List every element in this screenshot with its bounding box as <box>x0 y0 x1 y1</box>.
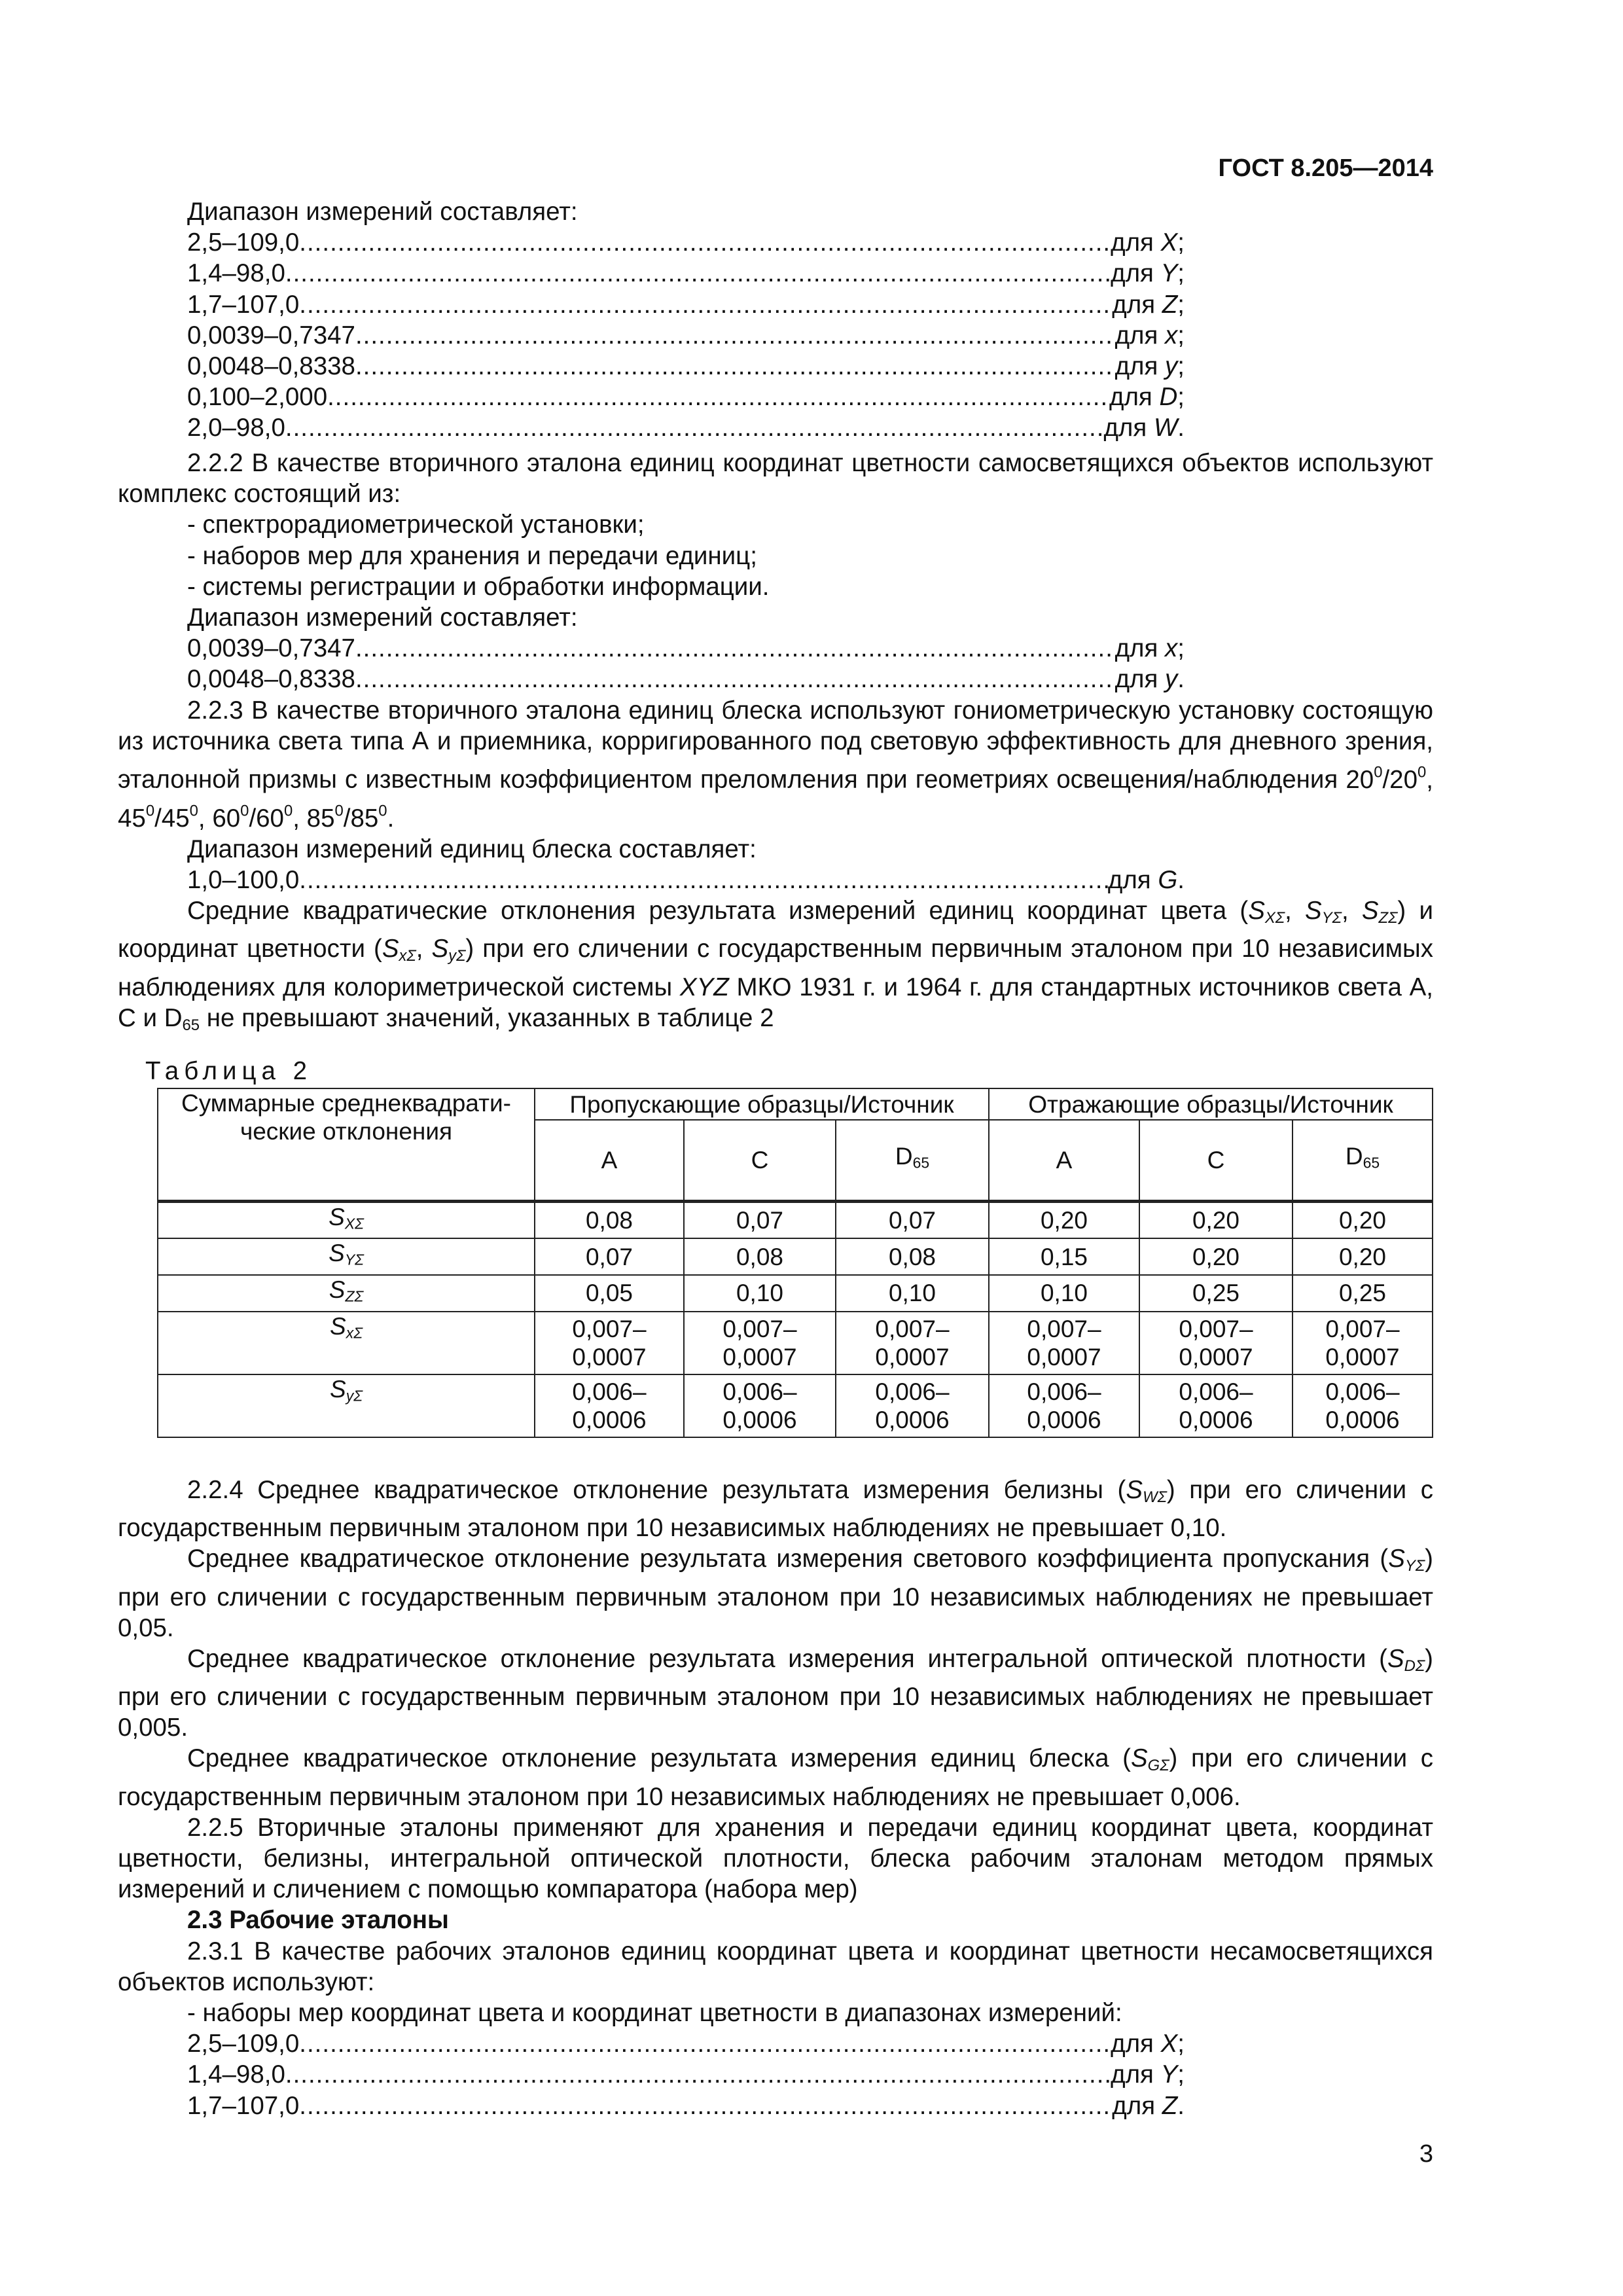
table-cell: 0,20 <box>1293 1238 1433 1275</box>
range-row <box>118 664 1185 694</box>
range-value: 0,0039–0,7347 <box>187 321 355 350</box>
table-cell: 0,08 <box>836 1238 989 1275</box>
leader-dots <box>299 227 1111 258</box>
leader-dots <box>355 664 1115 694</box>
table-cell: 0,08 <box>535 1201 684 1238</box>
range-quantity: для Z. <box>1112 2091 1185 2120</box>
range-quantity: для x; <box>1115 634 1185 663</box>
source-header: C <box>1139 1120 1293 1201</box>
source-header: A <box>989 1120 1139 1201</box>
document-id: ГОСТ 8.205—2014 <box>1218 154 1433 182</box>
range-value: 0,100–2,000 <box>187 383 328 412</box>
table-cell: 0,007– 0,0007 <box>1293 1312 1433 1374</box>
table-row <box>158 1312 1433 1374</box>
leader-dots <box>299 289 1112 320</box>
table-cell: 0,07 <box>836 1201 989 1238</box>
table-cell: 0,20 <box>1293 1201 1433 1238</box>
table-cell: 0,10 <box>989 1275 1139 1312</box>
range-quantity: для y; <box>1115 352 1185 381</box>
row-symbol: $S_{Z\Sigma}$ <box>158 1275 535 1312</box>
range-quantity: для y. <box>1115 665 1185 694</box>
range-quantity: для Z; <box>1112 290 1185 319</box>
table-cell: 0,10 <box>684 1275 836 1312</box>
list-item: - спектрорадиометрической установки; <box>187 511 645 539</box>
range-row <box>118 633 1185 664</box>
table-cell: 0,07 <box>684 1201 836 1238</box>
paragraph: Среднее квадратическое отклонение результата измерения единиц блеска $(S_{G\Sigma})$ при его сличении с государственным первичным эталоном при 10 независимых наблюдениях не превышает 0,006. <box>118 1744 1433 1811</box>
table-row <box>158 1275 1433 1312</box>
range-row <box>118 412 1185 443</box>
range-row <box>118 227 1185 258</box>
row-symbol: $S_{X\Sigma}$ <box>158 1201 535 1238</box>
range-row <box>118 2059 1185 2090</box>
table-cell: 0,006– 0,0006 <box>989 1374 1139 1437</box>
table-cell: 0,006– 0,0006 <box>535 1374 684 1437</box>
leader-dots <box>285 258 1111 289</box>
range-quantity: для X; <box>1111 2030 1185 2058</box>
range-row <box>118 289 1185 320</box>
range-list <box>118 865 1433 895</box>
range-value: 1,0–100,0 <box>187 866 300 895</box>
range-intro: Диапазон измерений составляет: <box>187 603 578 632</box>
table-cell: 0,007– 0,0007 <box>535 1312 684 1374</box>
range-quantity: для x; <box>1115 321 1185 350</box>
range-quantity: для X; <box>1111 228 1185 257</box>
source-header: $D_{65}$ <box>836 1120 989 1201</box>
range-row <box>118 2028 1185 2059</box>
paragraph-sko: Средние квадратические отклонения результата измерений единиц координат цвета ($S_{X\Sigma}$, $S_{Y\Sigma}$, $S_{Z\Sigma}$) и координат цветности ($S_{x\Sigma}$, $S_{y\Sigma}$) при его сличении с государственным первичным эталоном при 10 независимых наблюдениях для колориметрической системы XYZ МКО 1931 г. и 1964 г. для стандартных источников света А, С и $D_{65}$ не превышают значений, указанных в таблице 2 <box>118 897 1433 1034</box>
table-cell: 0,08 <box>684 1238 836 1275</box>
range-value: 2,5–109,0 <box>187 2030 300 2058</box>
stub-header: Суммарные среднеквадрати-ческие отклонения <box>158 1088 535 1201</box>
table-cell: 0,006– 0,0006 <box>836 1374 989 1437</box>
paragraph-2-3-1: 2.3.1 В качестве рабочих эталонов единиц координат цвета и координат цветности несамосветящихся объектов используют: <box>118 1937 1433 1996</box>
list-item: - наборы мер координат цвета и координат цветности в диапазонах измерений: <box>187 1999 1122 2028</box>
range-intro: Диапазон измерений составляет: <box>187 198 578 226</box>
range-value: 0,0048–0,8338 <box>187 665 355 694</box>
table-cell: 0,20 <box>1139 1201 1293 1238</box>
range-list <box>118 633 1433 694</box>
range-value: 1,7–107,0 <box>187 290 300 319</box>
table-cell: 0,006– 0,0006 <box>684 1374 836 1437</box>
geometry-list: $20^0/20^0$, $45^0/45^0$, $60^0/60^0$, $85^0/85^0$. <box>118 763 1433 833</box>
range-row <box>118 382 1185 412</box>
source-header: $D_{65}$ <box>1293 1120 1433 1201</box>
table-cell: 0,007– 0,0007 <box>836 1312 989 1374</box>
table-cell: 0,006– 0,0006 <box>1293 1374 1433 1437</box>
table-caption: Таблица 2 <box>145 1057 313 1085</box>
table-2 <box>157 1088 1433 1438</box>
table-cell: 0,15 <box>989 1238 1139 1275</box>
table-cell: 0,05 <box>535 1275 684 1312</box>
range-value: 1,4–98,0 <box>187 259 285 288</box>
paragraph-2-2-3: 2.2.3 В качестве вторичного эталона единиц блеска используют гониометрическую установку состоящую из источника света типа А и приемника, корригированного под световую эффективность для дневного зрения, эталонной призмы с известным коэффициентом преломления при геометриях освещения/наблюдения $20^0/20^0$, $45^0/45^0$, $60^0/60^0$, $85^0/85^0$. <box>118 696 1433 833</box>
leader-dots <box>299 2090 1112 2121</box>
leader-dots <box>355 320 1115 351</box>
source-header: A <box>535 1120 684 1201</box>
leader-dots <box>299 865 1108 895</box>
range-value: 1,4–98,0 <box>187 2060 285 2089</box>
section-heading: 2.3 Рабочие эталоны <box>187 1906 449 1935</box>
list-item: - системы регистрации и обработки информации. <box>187 572 770 601</box>
leader-dots <box>299 2028 1111 2059</box>
table-cell: 0,20 <box>989 1201 1139 1238</box>
table-cell: 0,25 <box>1139 1275 1293 1312</box>
group-header: Пропускающие образцы/Источник <box>535 1088 989 1120</box>
paragraph: Среднее квадратическое отклонение результата измерения интегральной оптической плотности $(S_{D\Sigma})$ при его сличении с государственным первичным эталоном при 10 независимых наблюдениях не превышает 0,005. <box>118 1644 1433 1742</box>
group-header: Отражающие образцы/Источник <box>989 1088 1433 1120</box>
table-row <box>158 1374 1433 1437</box>
table-cell: 0,20 <box>1139 1238 1293 1275</box>
leader-dots <box>285 2059 1111 2090</box>
section-2-2-2 <box>118 448 1433 1041</box>
range-value: 0,0048–0,8338 <box>187 352 355 381</box>
table-cell: 0,25 <box>1293 1275 1433 1312</box>
table-cell: 0,007– 0,0007 <box>1139 1312 1293 1374</box>
range-intro: Диапазон измерений единиц блеска составляет: <box>187 834 757 863</box>
range-list <box>118 2028 1433 2121</box>
row-symbol: $S_{x\Sigma}$ <box>158 1312 535 1374</box>
range-list <box>118 227 1433 443</box>
range-row <box>118 2090 1185 2121</box>
row-symbol: $S_{y\Sigma}$ <box>158 1374 535 1437</box>
leader-dots <box>355 351 1115 382</box>
table-cell: 0,007– 0,0007 <box>989 1312 1139 1374</box>
table-cell: 0,007– 0,0007 <box>684 1312 836 1374</box>
range-value: 2,0–98,0 <box>187 414 285 442</box>
range-quantity: для W. <box>1103 414 1185 442</box>
range-value: 0,0039–0,7347 <box>187 634 355 663</box>
leader-dots <box>285 412 1104 443</box>
range-quantity: для D; <box>1109 383 1185 412</box>
row-symbol: $S_{Y\Sigma}$ <box>158 1238 535 1275</box>
leader-dots <box>327 382 1109 412</box>
paragraph-2-2-2: 2.2.2 В качестве вторичного эталона единиц координат цветности самосветящихся объектов используют комплекс состоящий из: <box>118 449 1433 509</box>
range-row <box>118 865 1185 895</box>
range-value: 2,5–109,0 <box>187 228 300 257</box>
range-row <box>118 320 1185 351</box>
range-quantity: для Y; <box>1111 259 1185 288</box>
table-row <box>158 1238 1433 1275</box>
paragraph-2-2-4: 2.2.4 Среднее квадратическое отклонение результата измерения белизны $(S_{W\Sigma})$ при его сличении с государственным первичным эталоном при 10 независимых наблюдениях не превышает 0,10. <box>118 1476 1433 1543</box>
paragraph: Среднее квадратическое отклонение результата измерения светового коэффициента пропускания $(S_{Y\Sigma})$ при его сличении с государственным первичным эталоном при 10 независимых наблюдениях не превышает 0,05. <box>118 1545 1433 1642</box>
table-cell: 0,006– 0,0006 <box>1139 1374 1293 1437</box>
list-item: - наборов мер для хранения и передачи единиц; <box>187 541 757 570</box>
source-header: C <box>684 1120 836 1201</box>
section-2-2-4 <box>118 1475 1433 2121</box>
table-row <box>158 1201 1433 1238</box>
paragraph-2-2-5: 2.2.5 Вторичные эталоны применяют для хранения и передачи единиц координат цвета, координат цветности, белизны, интегральной оптической плотности, блеска рабочим эталонам методом прямых измерений и сличением с помощью компаратора (набора мер) <box>118 1813 1433 1904</box>
table-cell: 0,07 <box>535 1238 684 1275</box>
ranges-section <box>118 196 1433 444</box>
range-quantity: для G. <box>1107 866 1185 895</box>
leader-dots <box>355 633 1115 664</box>
range-quantity: для Y; <box>1111 2060 1185 2089</box>
range-value: 1,7–107,0 <box>187 2091 300 2120</box>
range-row <box>118 258 1185 289</box>
range-row <box>118 351 1185 382</box>
table-cell: 0,10 <box>836 1275 989 1312</box>
page-number: 3 <box>1419 2140 1433 2168</box>
